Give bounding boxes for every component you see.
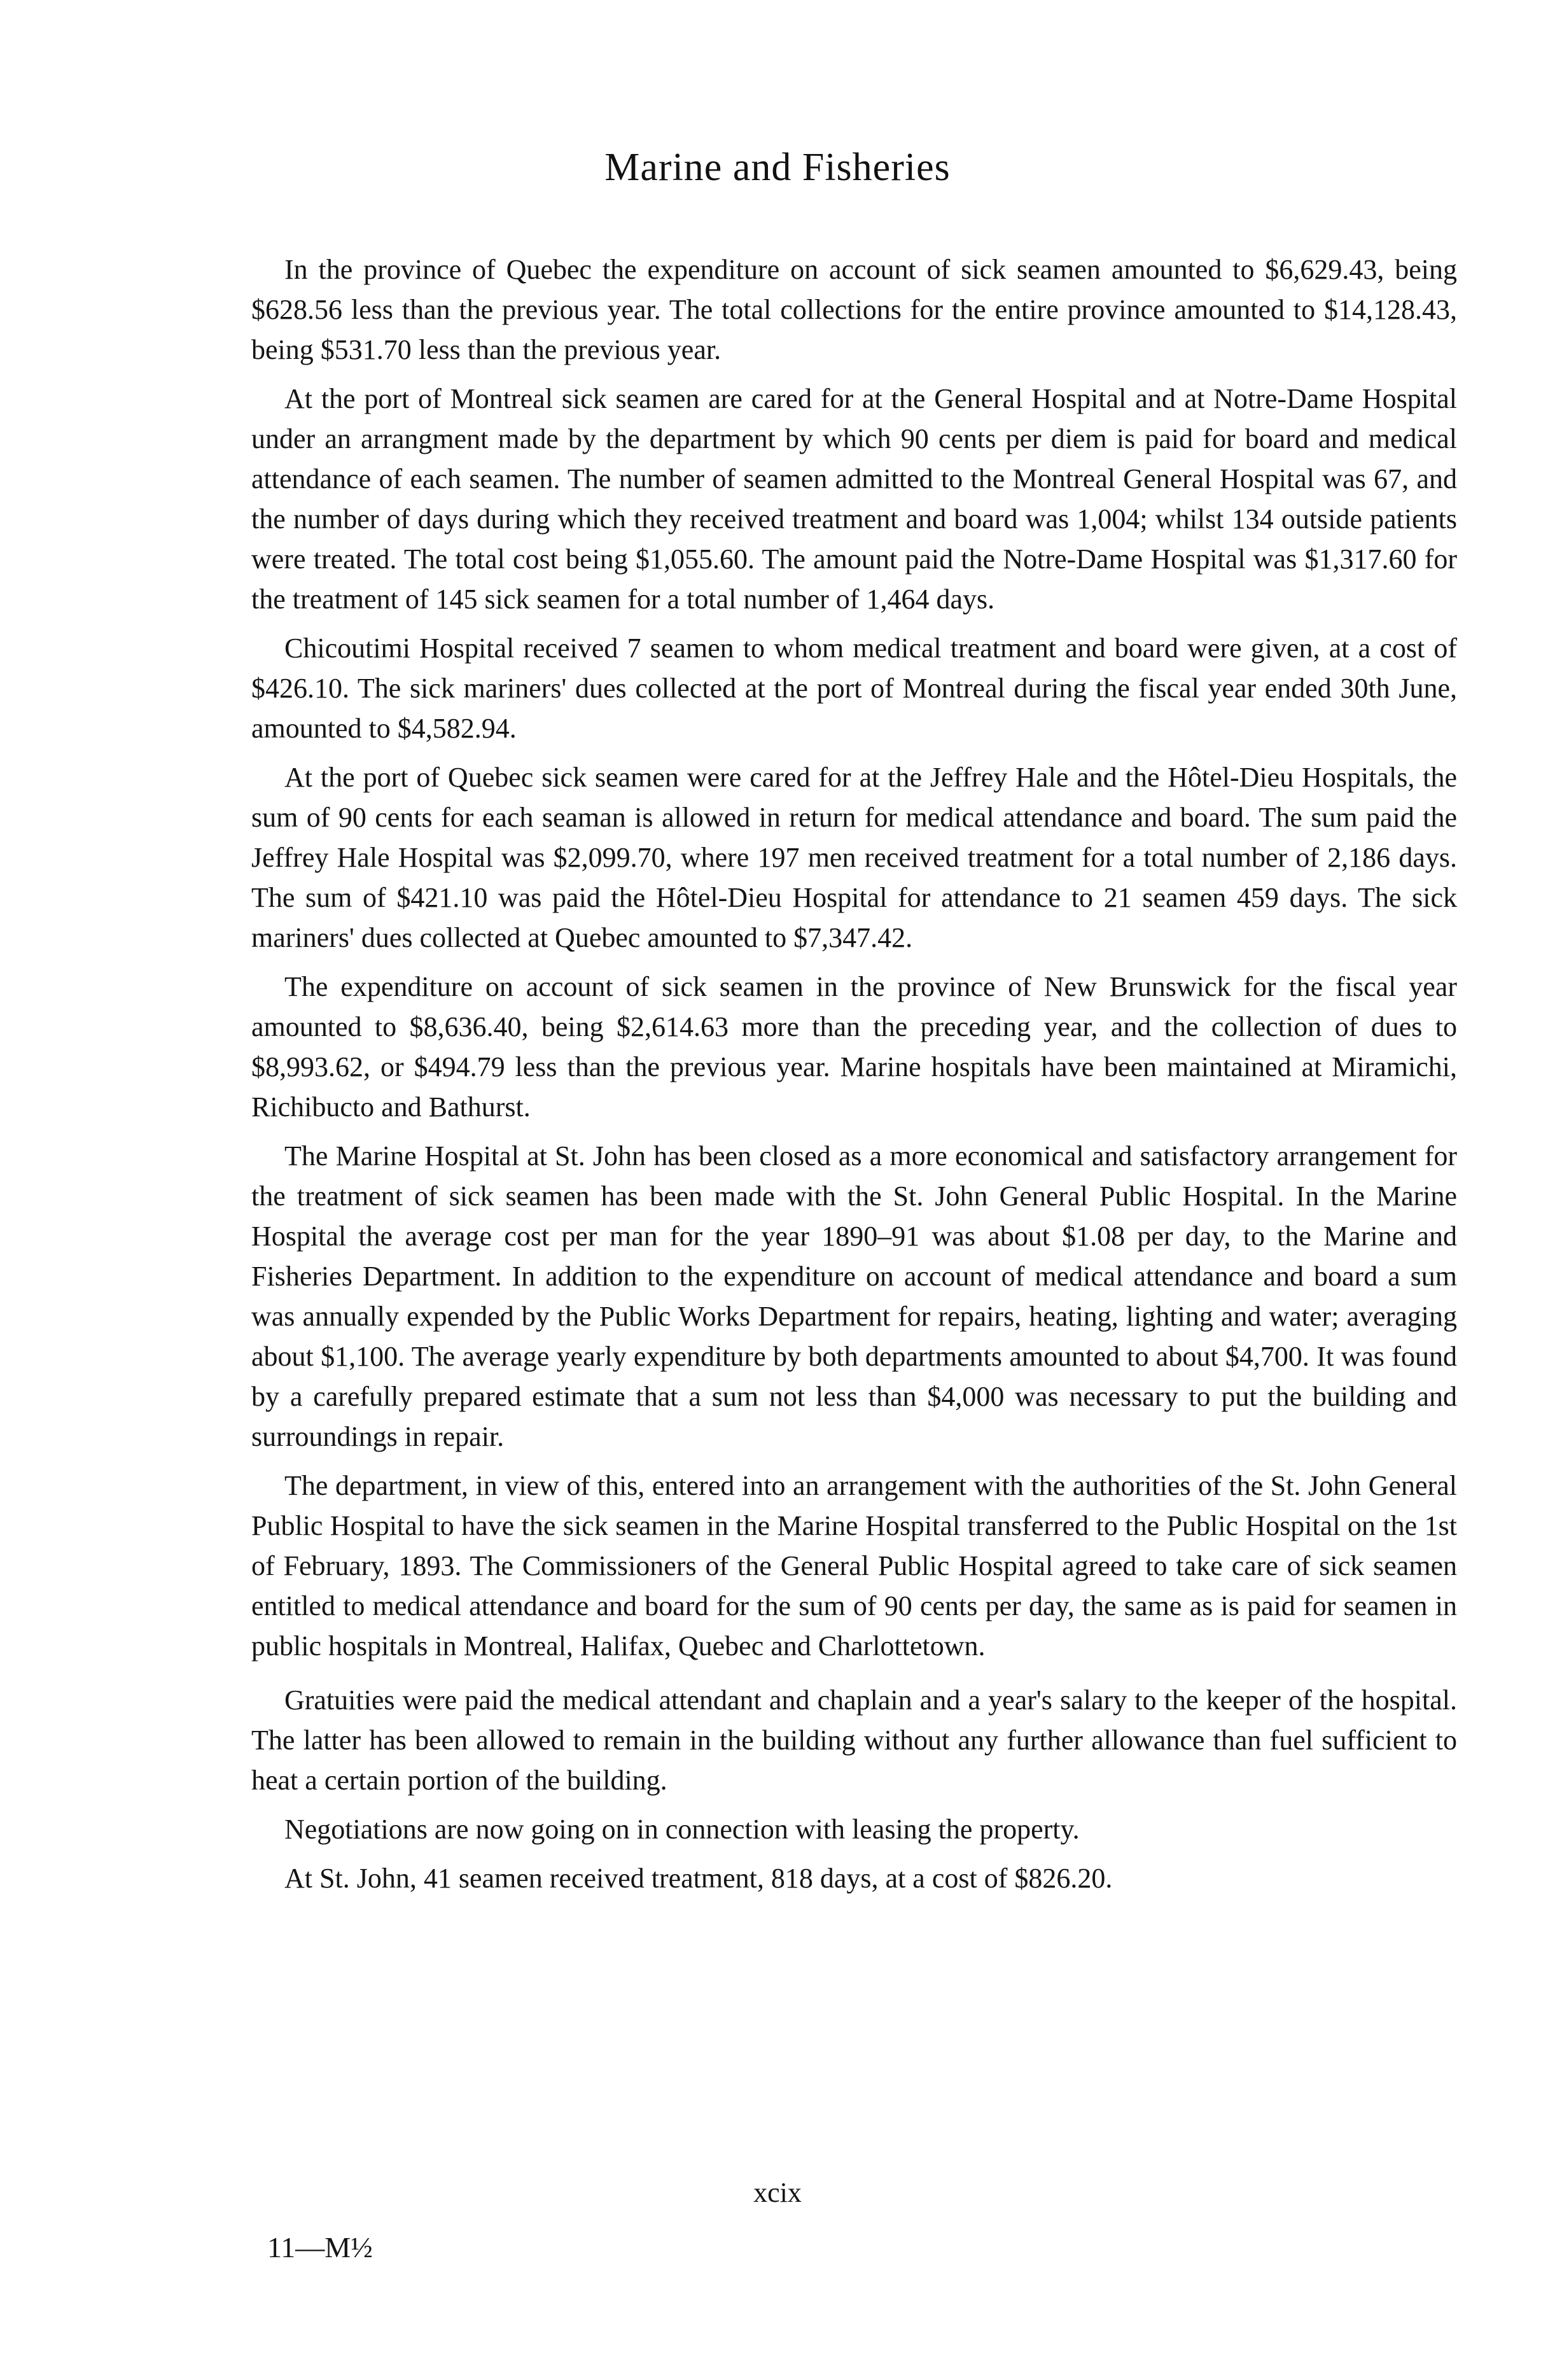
paragraph-department-arrangement: The department, in view of this, entered into an arrangement with the authorities of the St. John General Public Hospital to have the sick seamen in the Marine Hospital transferred to the Public Hospital on the 1st of February, 1893. The Commissioners of the General Public Hospital agreed to take care of sick seamen entitled to medical attendance and board for the sum of 90 cents per day, the same as is paid for seamen in public hospitals in Montreal, Halifax, Quebec and Charlottetown.: [251, 1470, 1457, 1662]
paragraph-chicoutimi-hospital: Chicoutimi Hospital received 7 seamen to whom medical treatment and board were given, at a cost of $426.10. The sick mariners' dues collected at the port of Montreal during the fiscal year ended 30th June, amounted to $4,582.94.: [251, 633, 1457, 744]
paragraph-gratuities: Gratuities were paid the medical attendant and chaplain and a year's salary to the keeper of the hospital. The latter has been allowed to remain in the building without any further allowance than fuel sufficient to heat a certain portion of the building.: [251, 1684, 1457, 1796]
paragraph-negotiations: Negotiations are now going on in connection with leasing the property.: [284, 1814, 1080, 1845]
paragraph-st-john-marine-hospital: The Marine Hospital at St. John has been closed as a more economical and satisfactory arrangement for the treatment of sick seamen has been made with the St. John General Public Hospital. In the Marine Hospital the average cost per man for the year 1890–91 was about $1.08 per day, to the Marine and Fisheries Department. In addition to the expenditure on account of medical attendance and board a sum was annually expended by the Public Works Department for repairs, heating, lighting and water; averaging about $1,100. The average yearly expenditure by both departments amounted to about $4,700. It was found by a carefully prepared estimate that a sum not less than $4,000 was necessary to put the building and surroundings in repair.: [251, 1140, 1457, 1452]
paragraph-quebec-expenditure: In the province of Quebec the expenditure on account of sick seamen amounted to $6,629.43, being $628.56 less than the previous year. The total collections for the entire province amounted to $14,128.43, being $531.70 less than the previous year.: [251, 254, 1457, 365]
printer-signature-mark: 11—M½: [267, 2231, 373, 2264]
page-number: xcix: [753, 2177, 802, 2208]
body-text: [251, 249, 1457, 1907]
paragraph-st-john-treatment: At St. John, 41 seamen received treatment, 818 days, at a cost of $826.20.: [284, 1863, 1113, 1894]
paragraph-new-brunswick: The expenditure on account of sick seamen in the province of New Brunswick for the fiscal year amounted to $8,636.40, being $2,614.63 more than the preceding year, and the collection of dues to $8,993.62, or $494.79 less than the previous year. Marine hospitals have been maintained at Miramichi, Richibucto and Bathurst.: [251, 971, 1457, 1123]
page-header-title: Marine and Fisheries: [604, 146, 951, 189]
paragraph-quebec-port: At the port of Quebec sick seamen were cared for at the Jeffrey Hale and the Hôtel-Dieu Hospitals, the sum of 90 cents for each seaman is allowed in return for medical attendance and board. The sum paid the Jeffrey Hale Hospital was $2,099.70, where 197 men received treatment for a total number of 2,186 days. The sum of $421.10 was paid the Hôtel-Dieu Hospital for attendance to 21 seamen 459 days. The sick mariners' dues collected at Quebec amounted to $7,347.42.: [251, 762, 1457, 953]
paragraph-montreal-hospitals: At the port of Montreal sick seamen are cared for at the General Hospital and at Notre-Dame Hospital under an arrangment made by the department by which 90 cents per diem is paid for board and medical attendance of each seamen. The number of seamen admitted to the Montreal General Hospital was 67, and the number of days during which they received treatment and board was 1,004; whilst 134 outside patients were treated. The total cost being $1,055.60. The amount paid the Notre-Dame Hospital was $1,317.60 for the treatment of 145 sick seamen for a total number of 1,464 days.: [251, 383, 1457, 615]
